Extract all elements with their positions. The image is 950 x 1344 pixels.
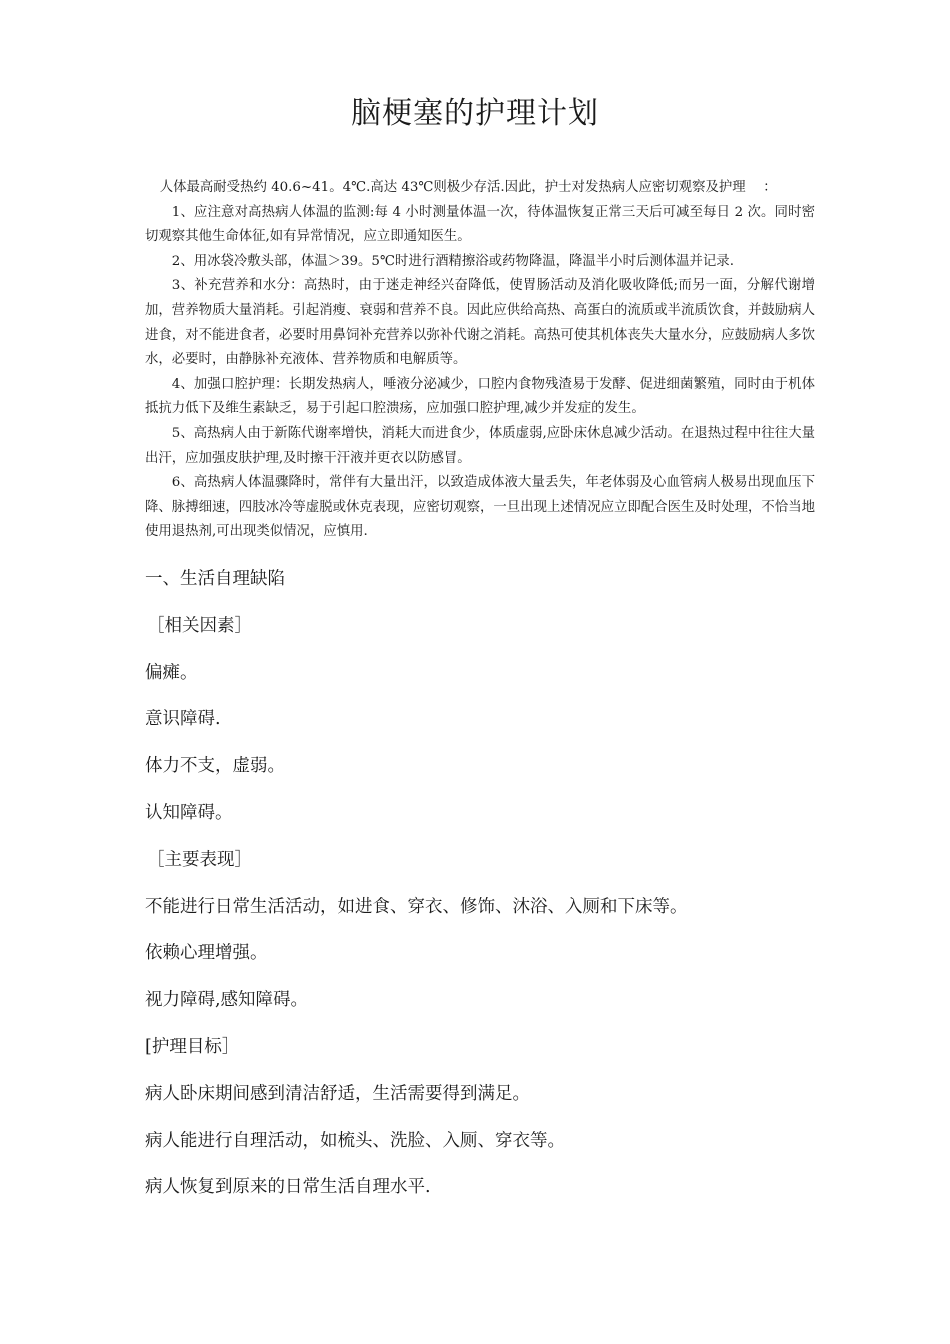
intro-item-6: 6、高热病人体温骤降时，常伴有大量出汗，以致造成体液大量丢失，年老体弱及心血管病人极易出现血压下降、脉搏细速，四肢冰冷等虚脱或休克表现，应密切观察，一旦出现上述情况应立即配合医生及时处理，不恰当地使用退热剂,可出现类似情况，应慎用. <box>145 475 815 540</box>
section-heading: 一、生活自理缺陷 <box>145 569 285 589</box>
manifestation-item: 视力障碍,感知障碍。 <box>145 990 309 1011</box>
intro-lead: 人体最高耐受热约 40.6~41。4℃.高达 43℃则极少存活.因此，护士对发热病人应密切观察及护理 ： <box>159 180 777 195</box>
related-factor-item: 意识障碍. <box>145 709 221 730</box>
intro-item-3: 3、补充营养和水分：高热时，由于迷走神经兴奋降低，使胃肠活动及消化吸收降低;而另一面，分解代谢增加，营养物质大量消耗。引起消瘦、衰弱和营养不良。因此应供给高热、高蛋白的流质或半流质饮食，并鼓励病人进食，对不能进食者，必要时用鼻饲补充营养以弥补代谢之消耗。高热可使其机体丧失大量水分，应鼓励病人多饮水，必要时，由静脉补充液体、营养物质和电解质等。 <box>145 278 815 368</box>
intro-item-1: 1、应注意对高热病人体温的监测:每 4 小时测量体温一次，待体温恢复正常三天后可减至每日 2 次。同时密切观察其他生命体征,如有异常情况，应立即通知医生。 <box>145 204 815 245</box>
related-factor-item: 认知障碍。 <box>145 802 233 823</box>
related-factors-label: ［相关因素］ <box>147 615 252 636</box>
nursing-goals-label: [护理目标］ <box>145 1036 240 1057</box>
manifestation-item: 依赖心理增强。 <box>145 943 268 964</box>
goal-item: 病人恢复到原来的日常生活自理水平. <box>145 1177 431 1198</box>
section-self-care-deficit <box>145 564 825 1219</box>
intro-item-5: 5、高热病人由于新陈代谢率增快，消耗大而进食少，体质虚弱,应卧床休息减少活动。在退热过程中往往大量出汗，应加强皮肤护理,及时擦干汗液并更衣以防感冒。 <box>145 425 815 466</box>
intro-section <box>145 176 815 545</box>
related-factor-item: 体力不支，虚弱。 <box>145 756 285 777</box>
manifestation-item: 不能进行日常生活活动，如进食、穿衣、修饰、沐浴、入厕和下床等。 <box>145 896 688 917</box>
intro-item-2: 2、用冰袋冷敷头部，体温＞39。5℃时进行酒精擦浴或药物降温，降温半小时后测体温并记录. <box>171 253 734 269</box>
goal-item: 病人能进行自理活动，如梳头、洗脸、入厕、穿衣等。 <box>145 1130 565 1151</box>
page-title: 脑梗塞的护理计划 <box>351 96 599 131</box>
intro-item-4: 4、加强口腔护理：长期发热病人，唾液分泌减少，口腔内食物残渣易于发酵、促进细菌繁殖，同时由于机体抵抗力低下及维生素缺乏，易于引起口腔溃疡，应加强口腔护理,减少并发症的发生。 <box>145 376 815 417</box>
related-factor-item: 偏瘫。 <box>145 662 198 683</box>
main-manifestations-label: ［主要表现］ <box>147 849 252 870</box>
goal-item: 病人卧床期间感到清洁舒适，生活需要得到满足。 <box>145 1083 530 1104</box>
